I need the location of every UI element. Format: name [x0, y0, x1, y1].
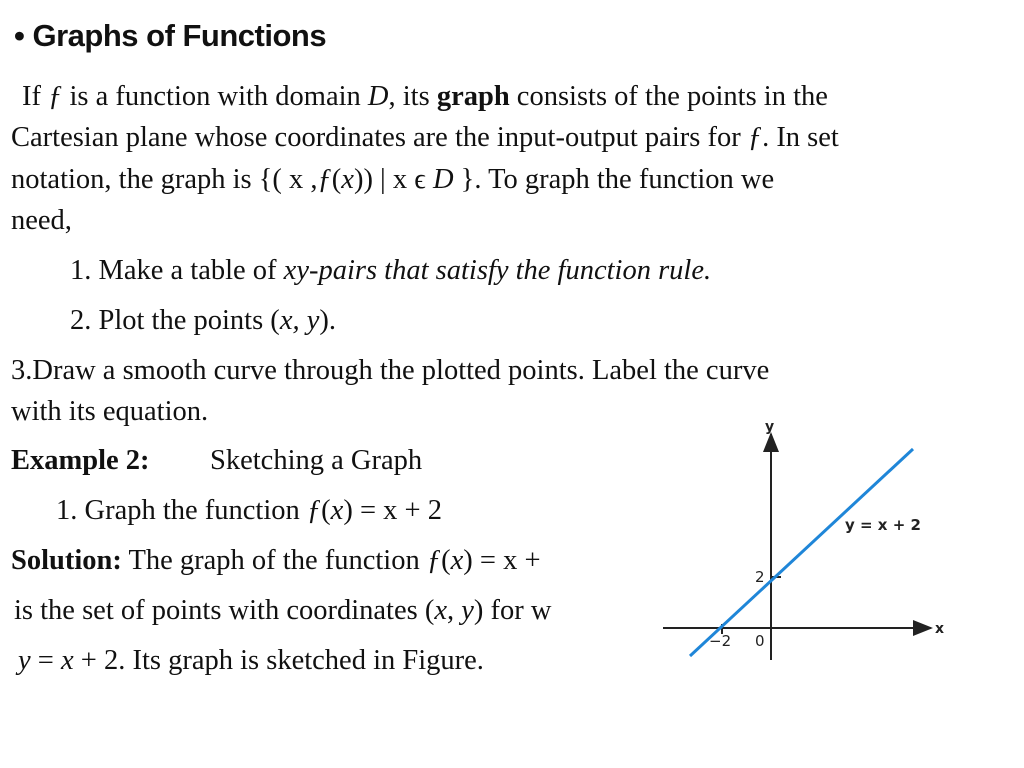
example-title: Sketching a Graph	[210, 445, 423, 476]
step-3-line-2: with its equation.	[11, 396, 209, 427]
graph-term: graph	[436, 81, 510, 112]
example-label: Example 2:	[11, 445, 150, 476]
y-axis-label: y	[765, 419, 775, 435]
solution-line-3: y = x + 2. Its graph is sketched in Figure.	[18, 645, 484, 676]
x-tick-label: −2	[709, 632, 732, 650]
solution-line-2: is the set of points with coordinates (x, y) for w	[14, 595, 552, 626]
step-2: 2. Plot the points (x, y).	[70, 305, 336, 336]
solution-line-1: Solution: The graph of the function ƒ(x) = x +	[11, 545, 541, 576]
definition-line-1: If ƒ is a function with domain D, its graph consists of the points in the	[22, 81, 828, 112]
origin-label: 0	[755, 632, 765, 650]
step-3-line-1: 3.Draw a smooth curve through the plotted points. Label the curve	[11, 355, 770, 386]
bullet: •	[14, 18, 25, 53]
function-graph	[655, 412, 955, 672]
step-1: 1. Make a table of xy-pairs that satisfy the function rule.	[70, 255, 712, 286]
solution-label: Solution:	[11, 545, 122, 576]
definition-line-3: notation, the graph is {( x ,ƒ(x)) | x ϵ D }. To graph the function we	[11, 164, 775, 195]
definition-line-4: need,	[11, 205, 72, 236]
x-axis-label: x	[935, 621, 945, 637]
example-task: 1. Graph the function ƒ(x) = x + 2	[56, 495, 442, 526]
heading-title: Graphs of Functions	[32, 18, 327, 53]
y-tick-label: 2	[755, 568, 765, 586]
definition-line-2: Cartesian plane whose coordinates are the input-output pairs for ƒ. In set	[11, 122, 839, 153]
section-heading	[14, 18, 326, 54]
equation-label: y = x + 2	[845, 516, 921, 534]
